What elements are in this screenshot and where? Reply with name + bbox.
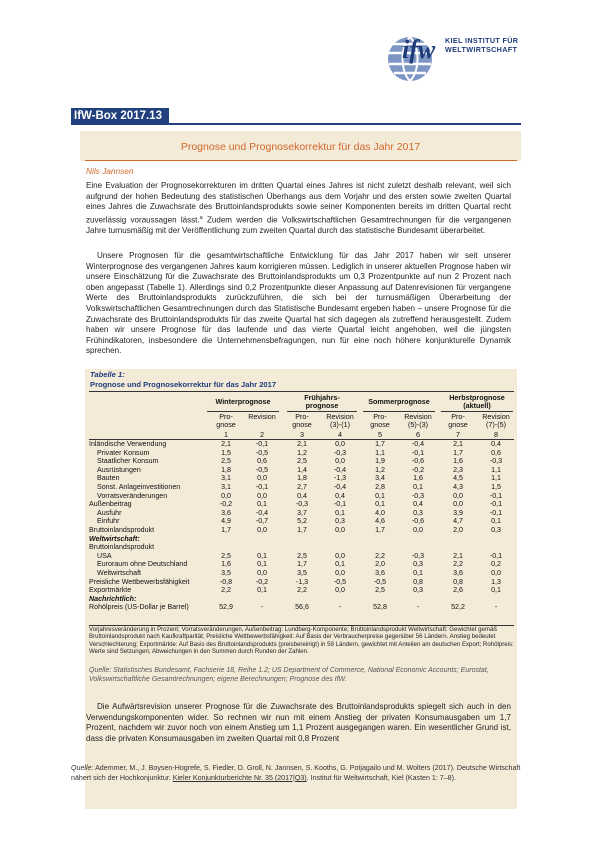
table-cell: 0,0 bbox=[413, 525, 423, 534]
table-row bbox=[89, 483, 517, 492]
subheader-6: Revision (5)-(3) bbox=[404, 412, 432, 429]
table-cell: 56,6 bbox=[295, 603, 309, 612]
institute-line2: WELTWIRTSCHAFT bbox=[445, 44, 518, 54]
table-row bbox=[89, 492, 517, 501]
table-cell: 0,1 bbox=[335, 508, 345, 517]
column-number-1: 1 bbox=[224, 430, 228, 439]
table-cell: 2,2 bbox=[375, 551, 385, 560]
table-row bbox=[89, 560, 517, 569]
table-cell: -0,2 bbox=[411, 465, 425, 474]
column-number-6: 6 bbox=[416, 430, 420, 439]
table-row bbox=[89, 526, 517, 535]
row-label: Preisliche Wettbewerbsfähigkeit bbox=[89, 577, 190, 586]
box-top-rule bbox=[71, 123, 521, 125]
table-cell: 2,1 bbox=[297, 440, 307, 448]
box-source bbox=[71, 763, 521, 783]
table-cell: 1,5 bbox=[221, 448, 231, 457]
table-cell: 0,4 bbox=[297, 491, 307, 500]
table-cell: 0,3 bbox=[413, 586, 423, 595]
table-cell: 1,7 bbox=[375, 525, 385, 534]
author: Nils Jannsen bbox=[86, 166, 134, 176]
table-cell: 0,3 bbox=[413, 508, 423, 517]
table-cell: 2,5 bbox=[375, 586, 385, 595]
table-cell: 1,8 bbox=[221, 465, 231, 474]
table-cell: 0,0 bbox=[453, 491, 463, 500]
table-cell: -0,4 bbox=[255, 508, 269, 517]
row-label: Privater Konsum bbox=[97, 448, 150, 457]
table-cell: 1,7 bbox=[297, 525, 307, 534]
source-text-1: : Ademmer, M., J. Boysen-Hogrefe, S. Fiedler, D. Groll, N. Jannsen, S. Kooths, G. Potjagailo und M. Wolters (2017). Deutsche Wirtschaft nähert sich der Hochkonjunktur. bbox=[71, 764, 521, 782]
table-cell: 3,5 bbox=[297, 568, 307, 577]
table-cell: 2,2 bbox=[297, 586, 307, 595]
paragraph-1-text-cont: Zudem werden die Volkswirtschaftlichen Gesamtrechnungen für die vergangenen Jahre turnusmäßig mit der Veröffentlichung zum zweiten Quartal durch das statistische Bundesamt überarbeitet. bbox=[86, 215, 511, 236]
table-cell: 0,0 bbox=[257, 568, 267, 577]
table-cell: 1,6 bbox=[413, 474, 423, 483]
table-cell: -0,6 bbox=[411, 517, 425, 526]
paragraph-3: Die Aufwärtsrevision unserer Prognose für die Zuwachsrate des Bruttoinlandsprodukts spiegelt sich auch in den Verwendungskomponenten wider. So rechnen wir nun mit einem Anstieg der privaten Konsumausgaben um 1,7 Prozent, nachdem wir zuvor noch von einem Anstieg um 1,1 Prozent ausgegangen waren. Ein wesentlicher Grund ist, dass die privaten Konsumausgaben im zweiten Quartal mit 0,8 Prozent bbox=[86, 702, 511, 743]
table-cell: 2,5 bbox=[221, 457, 231, 466]
table-top-rule bbox=[89, 391, 514, 392]
row-label: Euroraum ohne Deutschland bbox=[97, 560, 188, 569]
subheader-5: Pro- gnose bbox=[370, 412, 390, 429]
row-label: USA bbox=[97, 551, 112, 560]
table-cell: -0,2 bbox=[219, 500, 233, 509]
table-cell: 0,0 bbox=[453, 500, 463, 509]
subheader-7: Pro- gnose bbox=[448, 412, 468, 429]
table-row bbox=[89, 509, 517, 518]
table-cell: 1,7 bbox=[297, 560, 307, 569]
table-cell: -0,1 bbox=[489, 551, 503, 560]
table-cell: 4,3 bbox=[453, 482, 463, 491]
table-cell: 3,4 bbox=[375, 474, 385, 483]
table-row bbox=[89, 517, 517, 526]
paragraph-1 bbox=[86, 181, 511, 237]
subheader-8: Revision (7)-(5) bbox=[482, 412, 510, 429]
table-cell: 0,4 bbox=[335, 491, 345, 500]
table-cell: 3,9 bbox=[453, 508, 463, 517]
table-cell: 0,1 bbox=[491, 517, 501, 526]
table-cell: 3,6 bbox=[375, 568, 385, 577]
group-header-spring: Frühjahrs- prognose bbox=[304, 393, 340, 410]
row-label: Bruttoinlandsprodukt bbox=[89, 543, 155, 552]
table-cell: 1,7 bbox=[375, 440, 385, 448]
table-cell: -0,1 bbox=[255, 440, 269, 448]
table-row bbox=[89, 543, 517, 552]
institute-name bbox=[445, 37, 518, 54]
table-cell: 3,6 bbox=[453, 568, 463, 577]
column-number-5: 5 bbox=[378, 430, 382, 439]
table-cell: 0,1 bbox=[375, 500, 385, 509]
table-cell: 0,8 bbox=[453, 577, 463, 586]
subheader-4: Revision (3)-(1) bbox=[326, 412, 354, 429]
title-rule bbox=[85, 160, 517, 161]
table-cell: 3,1 bbox=[221, 474, 231, 483]
table-cell: -0,3 bbox=[411, 491, 425, 500]
table-cell: 0,3 bbox=[335, 517, 345, 526]
table-row bbox=[89, 595, 517, 604]
table-cell: 0,0 bbox=[221, 491, 231, 500]
subheader-3: Pro- gnose bbox=[292, 412, 312, 429]
table-cell: 0,4 bbox=[491, 440, 501, 448]
row-label: Weltwirtschaft: bbox=[89, 534, 140, 543]
table-row bbox=[89, 535, 517, 544]
table-cell: 1,8 bbox=[297, 474, 307, 483]
group-header-winter: Winterprognose bbox=[215, 397, 271, 406]
row-label: Sonst. Anlageinvestitionen bbox=[97, 482, 181, 491]
table-cell: 2,7 bbox=[297, 482, 307, 491]
table-cell: 3,7 bbox=[297, 508, 307, 517]
table-cell: - bbox=[416, 603, 420, 612]
table-cell: 0,0 bbox=[335, 551, 345, 560]
table-cell: -0,6 bbox=[411, 457, 425, 466]
table-cell: -0,3 bbox=[333, 448, 347, 457]
table-cell: 2,8 bbox=[375, 482, 385, 491]
article-title: Prognose und Prognosekorrektur für das Jahr 2017 bbox=[180, 141, 421, 153]
table-cell: -0,1 bbox=[333, 500, 347, 509]
table-cell: -0,5 bbox=[255, 465, 269, 474]
row-label: Außenbeitrag bbox=[89, 500, 132, 509]
table-cell: 2,2 bbox=[453, 560, 463, 569]
row-label: Ausrüstungen bbox=[97, 465, 141, 474]
table-cell: 0,0 bbox=[491, 568, 501, 577]
table-cell: - bbox=[338, 603, 342, 612]
table-row bbox=[89, 569, 517, 578]
table-cell: 1,6 bbox=[453, 457, 463, 466]
table-row bbox=[89, 500, 517, 509]
table-cell: 3,6 bbox=[221, 508, 231, 517]
box-title: IfW-Box 2017.13 bbox=[71, 108, 169, 124]
row-label: Exportmärkte bbox=[89, 586, 132, 595]
table-cell: 0,2 bbox=[491, 560, 501, 569]
table-cell: 4,6 bbox=[375, 517, 385, 526]
table-cell: 0,1 bbox=[335, 560, 345, 569]
group-header-autumn: Herbstprognose (aktuell) bbox=[449, 393, 505, 410]
table-cell: -0,4 bbox=[333, 482, 347, 491]
table-cell: 1,4 bbox=[297, 465, 307, 474]
subheader-2: Revision bbox=[248, 412, 276, 421]
table-cell: 0,0 bbox=[335, 586, 345, 595]
table-cell: 0,0 bbox=[335, 457, 345, 466]
table-cell: 2,5 bbox=[297, 457, 307, 466]
column-number-4: 4 bbox=[338, 430, 342, 439]
column-number-8: 8 bbox=[494, 430, 498, 439]
table-cell: -0,1 bbox=[411, 448, 425, 457]
table-cell: 0,8 bbox=[413, 577, 423, 586]
table-cell: 0,1 bbox=[413, 482, 423, 491]
row-label: Ausfuhr bbox=[97, 508, 122, 517]
table-cell: 0,1 bbox=[413, 568, 423, 577]
table-cell: 2,2 bbox=[221, 586, 231, 595]
table-cell: 3,1 bbox=[221, 482, 231, 491]
table-cell: 1,1 bbox=[491, 465, 501, 474]
table-row bbox=[89, 603, 517, 612]
table-row bbox=[89, 457, 517, 466]
table-cell: -0,4 bbox=[333, 465, 347, 474]
table-cell: -0,3 bbox=[295, 500, 309, 509]
table-cell: -0,3 bbox=[411, 551, 425, 560]
table-cell: -1,3 bbox=[295, 577, 309, 586]
row-label: Nachrichtlich: bbox=[89, 594, 137, 603]
table-cell: 1,2 bbox=[297, 448, 307, 457]
table-cell: 0,1 bbox=[257, 586, 267, 595]
table-cell: -0,2 bbox=[255, 577, 269, 586]
row-label: Staatlicher Konsum bbox=[97, 457, 159, 466]
paragraph-2: Unsere Prognosen für die gesamtwirtschaftliche Entwicklung für das Jahr 2017 haben wir seit unserer Winterprognose des vergangenen Jahres kaum korrigieren müssen. Lediglich in unserer aktuellen Prognose haben wir unsere Einschätzung für die Zuwachsrate des Bruttoinlandsprodukts um 0,3 Prozentpunkte auf nun 2 Prozent nach oben angepasst (Tabelle 1). Allerdings sind 0,2 Prozentpunkte dieser Anpassung auf Datenrevisionen für vergangene Werte des Bruttoinlandsprodukts zurückzuführen, die sich bei der turnusmäßigen Überarbeitung der Volkswirtschaftlichen Gesamtrechnungen durch das Statistische Bundesamt ergeben haben – unsere Prognose für die Zuwachsrate des Bruttoinlandsprodukts für das zweite Quartal hat sich dagegen als zutreffend herausgestellt. Zudem haben wir unsere Prognose für das laufende und das vierte Quartal leicht angehoben, weil die jüngsten Frühindikatoren, insbesondere die Unternehmensbefragungen, nun für eine noch höhere konjunkturelle Dynamik sprechen. bbox=[86, 251, 511, 356]
table-notes: Vorjahresveränderung in Prozent; Vorratsveränderungen, Außenbeitrag: Lundberg-Komponente; Bruttoinlandsprodukt Weltwirtschaft: Gewichtet gemäß Bruttoinlandsprodukt nach Kaufkraftparität; Preisliche Wettbewerbsfähigkeit: Auf Basis der Verbraucherpreise gegenüber 56 Ländern. Anstieg bedeutet Verschlechterung; Exportmärkte: Auf Basis des Bruttoinlandsprodukts (preisbereinigt) in 59 Ländern, gewichtet mit Anteilen am deutschen Export; Rohölpreis: Werte sind Setzungen; Abweichungen in den Summen durch Runden der Zahlen. bbox=[89, 626, 514, 655]
table-cell: 0,0 bbox=[335, 568, 345, 577]
table-cell: 0,0 bbox=[257, 525, 267, 534]
table-cell: 1,7 bbox=[221, 525, 231, 534]
table-row bbox=[89, 474, 517, 483]
table-title: Prognose und Prognosekorrektur für das Jahr 2017 bbox=[90, 380, 277, 389]
row-label: Bruttoinlandsprodukt bbox=[89, 525, 155, 534]
table-label: Tabelle 1: bbox=[90, 370, 125, 379]
row-label: Bauten bbox=[97, 474, 120, 483]
table-cell: -0,5 bbox=[255, 448, 269, 457]
source-text-2: . Institut für Weltwirtschaft, Kiel (Kasten 1: 7–8). bbox=[306, 774, 456, 782]
table-cell: 0,0 bbox=[257, 491, 267, 500]
table-cell: 1,7 bbox=[453, 448, 463, 457]
table-cell: - bbox=[494, 603, 498, 612]
table-cell: 0,1 bbox=[257, 551, 267, 560]
table-cell: 0,4 bbox=[413, 500, 423, 509]
table-cell: 2,1 bbox=[453, 440, 463, 448]
table-cell: -0,1 bbox=[489, 500, 503, 509]
table-row bbox=[89, 578, 517, 587]
table-cell: 52,9 bbox=[219, 603, 233, 612]
column-number-7: 7 bbox=[456, 430, 460, 439]
institute-line1: KIEL INSTITUT FÜR bbox=[445, 36, 519, 45]
table-cell: 2,1 bbox=[221, 440, 231, 448]
table-cell: 52,2 bbox=[451, 603, 465, 612]
table-cell: 4,5 bbox=[453, 474, 463, 483]
row-label: Rohölpreis (US-Dollar je Barrel) bbox=[89, 603, 189, 612]
table-cell: 0,0 bbox=[335, 440, 345, 448]
footnote-marker: a bbox=[199, 214, 203, 221]
table-body bbox=[89, 440, 517, 612]
table-cell: 2,5 bbox=[221, 551, 231, 560]
row-label: Inländische Verwendung bbox=[89, 440, 167, 448]
table-cell: 1,5 bbox=[491, 482, 501, 491]
table-cell: 2,0 bbox=[375, 560, 385, 569]
table-cell: 0,6 bbox=[257, 457, 267, 466]
table-cell: 2,5 bbox=[297, 551, 307, 560]
source-link[interactable]: Kieler Konjunkturberichte Nr. 35 (2017|Q3) bbox=[172, 774, 307, 782]
column-number-2: 2 bbox=[260, 430, 264, 439]
table-cell: 0,0 bbox=[335, 525, 345, 534]
table-cell: -0,7 bbox=[255, 517, 269, 526]
group-header-summer: Sommerprognose bbox=[368, 397, 430, 406]
row-label: Weltwirtschaft bbox=[97, 568, 142, 577]
table-cell: 0,1 bbox=[375, 491, 385, 500]
table-cell: 4,7 bbox=[453, 517, 463, 526]
table-cell: 1,3 bbox=[491, 577, 501, 586]
table-cell: 52,8 bbox=[373, 603, 387, 612]
table-row bbox=[89, 586, 517, 595]
table-row bbox=[89, 552, 517, 561]
column-number-3: 3 bbox=[300, 430, 304, 439]
table-cell: 0,1 bbox=[257, 560, 267, 569]
table-cell: -0,1 bbox=[489, 508, 503, 517]
table-cell: 3,5 bbox=[221, 568, 231, 577]
ifw-mark: ifw bbox=[402, 35, 436, 64]
table-cell: 2,3 bbox=[453, 465, 463, 474]
table-cell: -0,5 bbox=[333, 577, 347, 586]
table-source: Quelle: Statistisches Bundesamt, Fachserie 18, Reihe 1.2; US Department of Commerce, National Economic Accounts; Eurostat, Volkswirtschaftliche Gesamtrechnungen; eigene Berechnungen; Prognose des IfW. bbox=[89, 667, 489, 683]
table-cell: 1,1 bbox=[375, 448, 385, 457]
table-row bbox=[89, 449, 517, 458]
table-cell: 0,6 bbox=[491, 448, 501, 457]
table-cell: 2,6 bbox=[453, 586, 463, 595]
table-cell: 1,9 bbox=[375, 457, 385, 466]
table-row bbox=[89, 466, 517, 475]
row-label: Einfuhr bbox=[97, 517, 120, 526]
table-cell: -0,8 bbox=[219, 577, 233, 586]
table-cell: 0,0 bbox=[257, 474, 267, 483]
table-cell: -0,4 bbox=[411, 440, 425, 448]
table-cell: 4,0 bbox=[375, 508, 385, 517]
table-cell: 2,1 bbox=[453, 551, 463, 560]
table-row bbox=[89, 440, 517, 449]
table-cell: -0,1 bbox=[255, 482, 269, 491]
table-cell: 0,1 bbox=[257, 500, 267, 509]
table-cell: 1,6 bbox=[221, 560, 231, 569]
table-cell: 0,3 bbox=[491, 525, 501, 534]
table-cell: 2,0 bbox=[453, 525, 463, 534]
table-cell: -0,3 bbox=[489, 457, 503, 466]
table-cell: 5,2 bbox=[297, 517, 307, 526]
source-label: Quelle bbox=[71, 764, 92, 772]
table-cell: 1,2 bbox=[375, 465, 385, 474]
table-cell: 0,3 bbox=[413, 560, 423, 569]
table-cell: 0,1 bbox=[491, 586, 501, 595]
table-cell: 4,9 bbox=[221, 517, 231, 526]
paragraph-1-text: Eine Evaluation der Prognosekorrekturen im dritten Quartal eines Jahres ist nicht zuletzt deshalb relevant, weil sich aufgrund der hohen Bedeutung des statistischen Überhangs aus dem Vorjahr und des ersten sowie zweiten Quartal eines Jahres die Zuwachsrate des Bruttoinlandsprodukts sowie seiner Komponenten bereits im dritten Quartal recht zuverlässig voraussagen lässt. bbox=[86, 181, 511, 225]
table-cell: -1,3 bbox=[333, 474, 347, 483]
table-cell: -0,5 bbox=[373, 577, 387, 586]
subheader-1: Pro- gnose bbox=[216, 412, 236, 429]
table-cell: 1,1 bbox=[491, 474, 501, 483]
table-cell: -0,1 bbox=[489, 491, 503, 500]
table-cell: - bbox=[260, 603, 264, 612]
row-label: Vorratsveränderungen bbox=[97, 491, 168, 500]
